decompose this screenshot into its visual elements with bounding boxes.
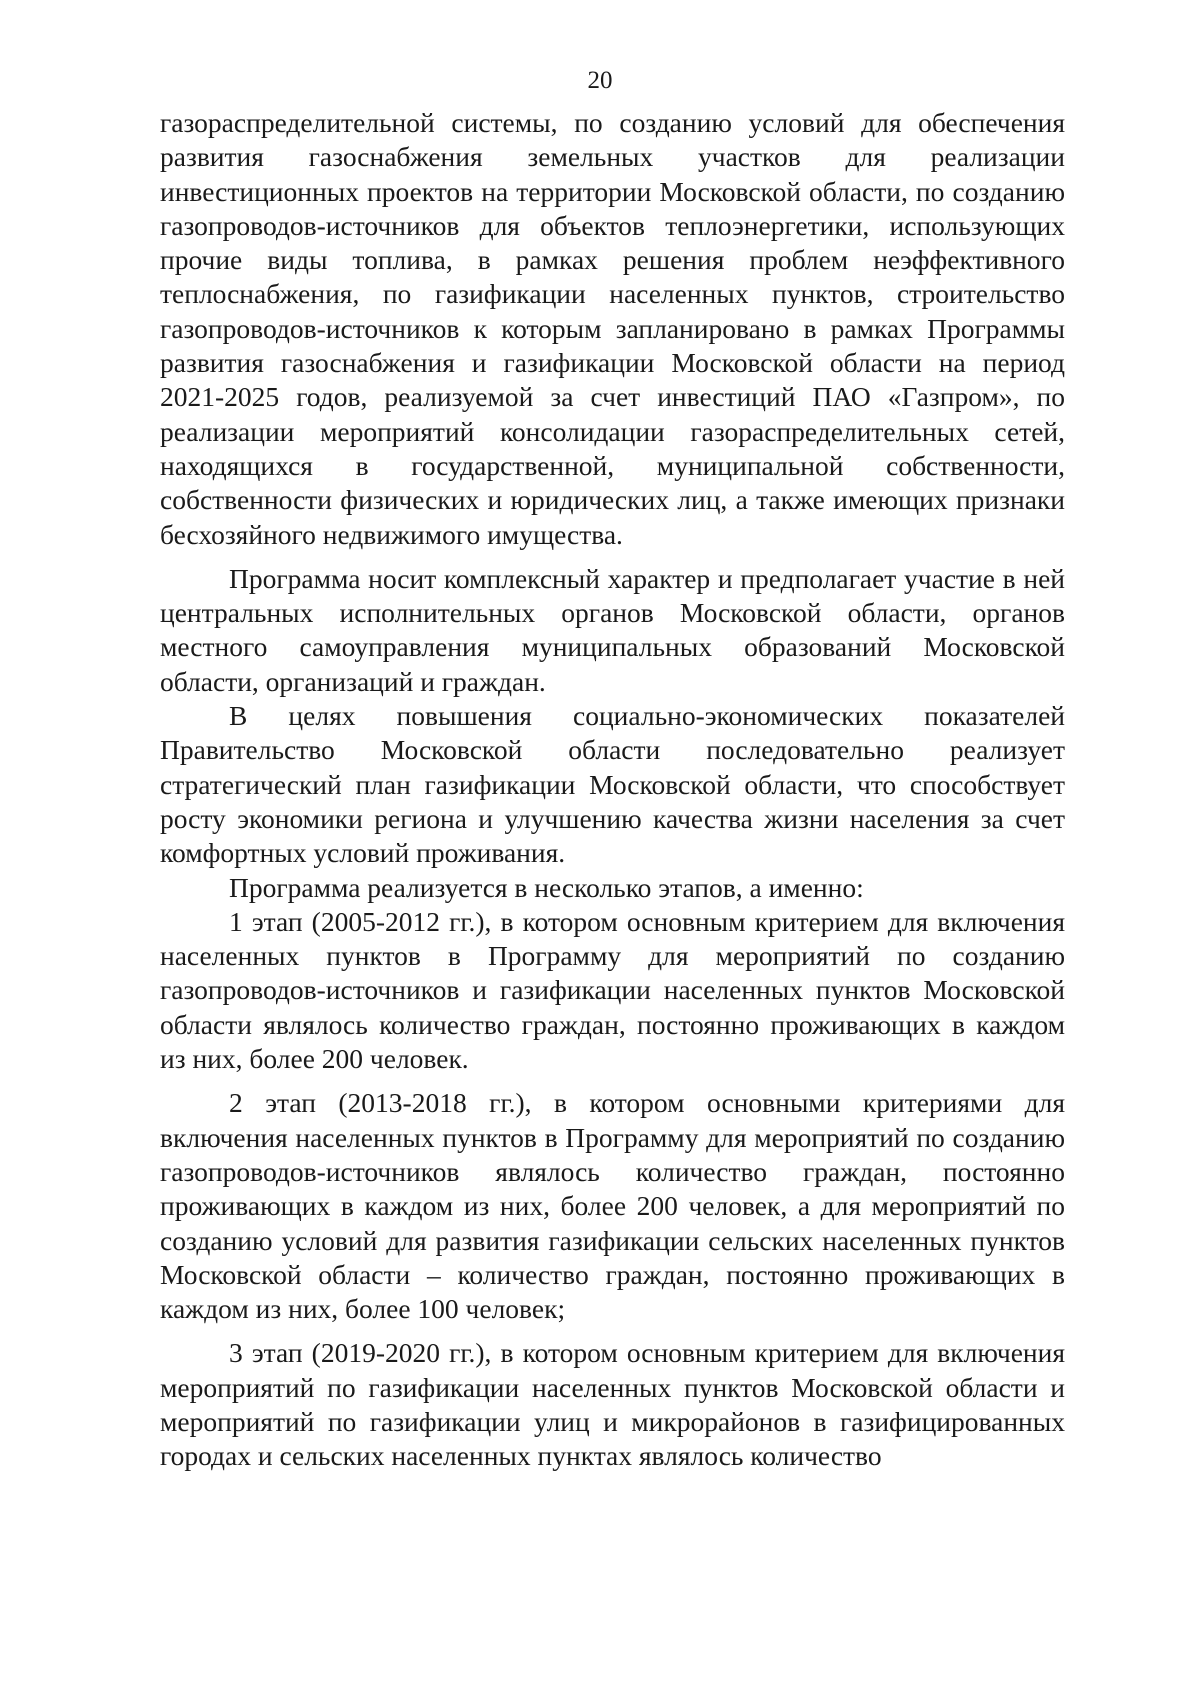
paragraph-stages-intro: Программа реализуется в несколько этапов, а именно: [229,871,864,903]
paragraph-stage-2: 2 этап (2013-2018 гг.), в котором основными критериями для включения населенных пунктов в Программу для мероприятий по созданию газопроводов-источников являлось количество граждан, постоянно проживающих в каждом из них, более 200 человек, а для мероприятий по созданию условий для развития газификации сельских населенных пунктов Московской области – количество граждан, постоянно проживающих в каждом из них, более 100 человек; [160,1087,1065,1325]
paragraph-continuation: газораспределительной системы, по созданию условий для обеспечения развития газоснабжения земельных участков для реализации инвестиционных проектов на территории Московской области, по созданию газопроводов-источников для объектов теплоэнергетики, использующих прочие виды топлива, в рамках решения проблем неэффективного теплоснабжения, по газификации населенных пунктов, строительство газопроводов-источников к которым запланировано в рамках Программы развития газоснабжения и газификации Московской области на период 2021-2025 годов, реализуемой за счет инвестиций ПАО «Газпром», по реализации мероприятий консолидации газораспределительных сетей, находящихся в государственной, муниципальной собственности, собственности физических и юридических лиц, а также имеющих признаки бесхозяйного недвижимого имущества. [160,107,1065,550]
paragraph-goals: В целях повышения социально-экономических показателей Правительство Московской области последовательно реализует стратегический план газификации Московской области, что способствует росту экономики региона и улучшению качества жизни населения за счет комфортных условий проживания. [160,700,1065,869]
paragraph-stage-3: 3 этап (2019-2020 гг.), в котором основным критерием для включения мероприятий по газификации населенных пунктов Московской области и мероприятий по газификации улиц и микрорайонов в газифицированных городах и сельских населенных пунктах являлось количество [160,1337,1065,1472]
paragraph-program-character: Программа носит комплексный характер и предполагает участие в ней центральных исполнительных органов Московской области, органов местного самоуправления муниципальных образований Московской области, организаций и граждан. [160,562,1065,697]
document-body [160,106,1065,1474]
page-number: 20 [587,67,613,94]
paragraph-stage-1: 1 этап (2005-2012 гг.), в котором основным критерием для включения населенных пунктов в Программу для мероприятий по созданию газопроводов-источников и газификации населенных пунктов Московской области являлось количество граждан, постоянно проживающих в каждом из них, более 200 человек. [160,905,1065,1075]
